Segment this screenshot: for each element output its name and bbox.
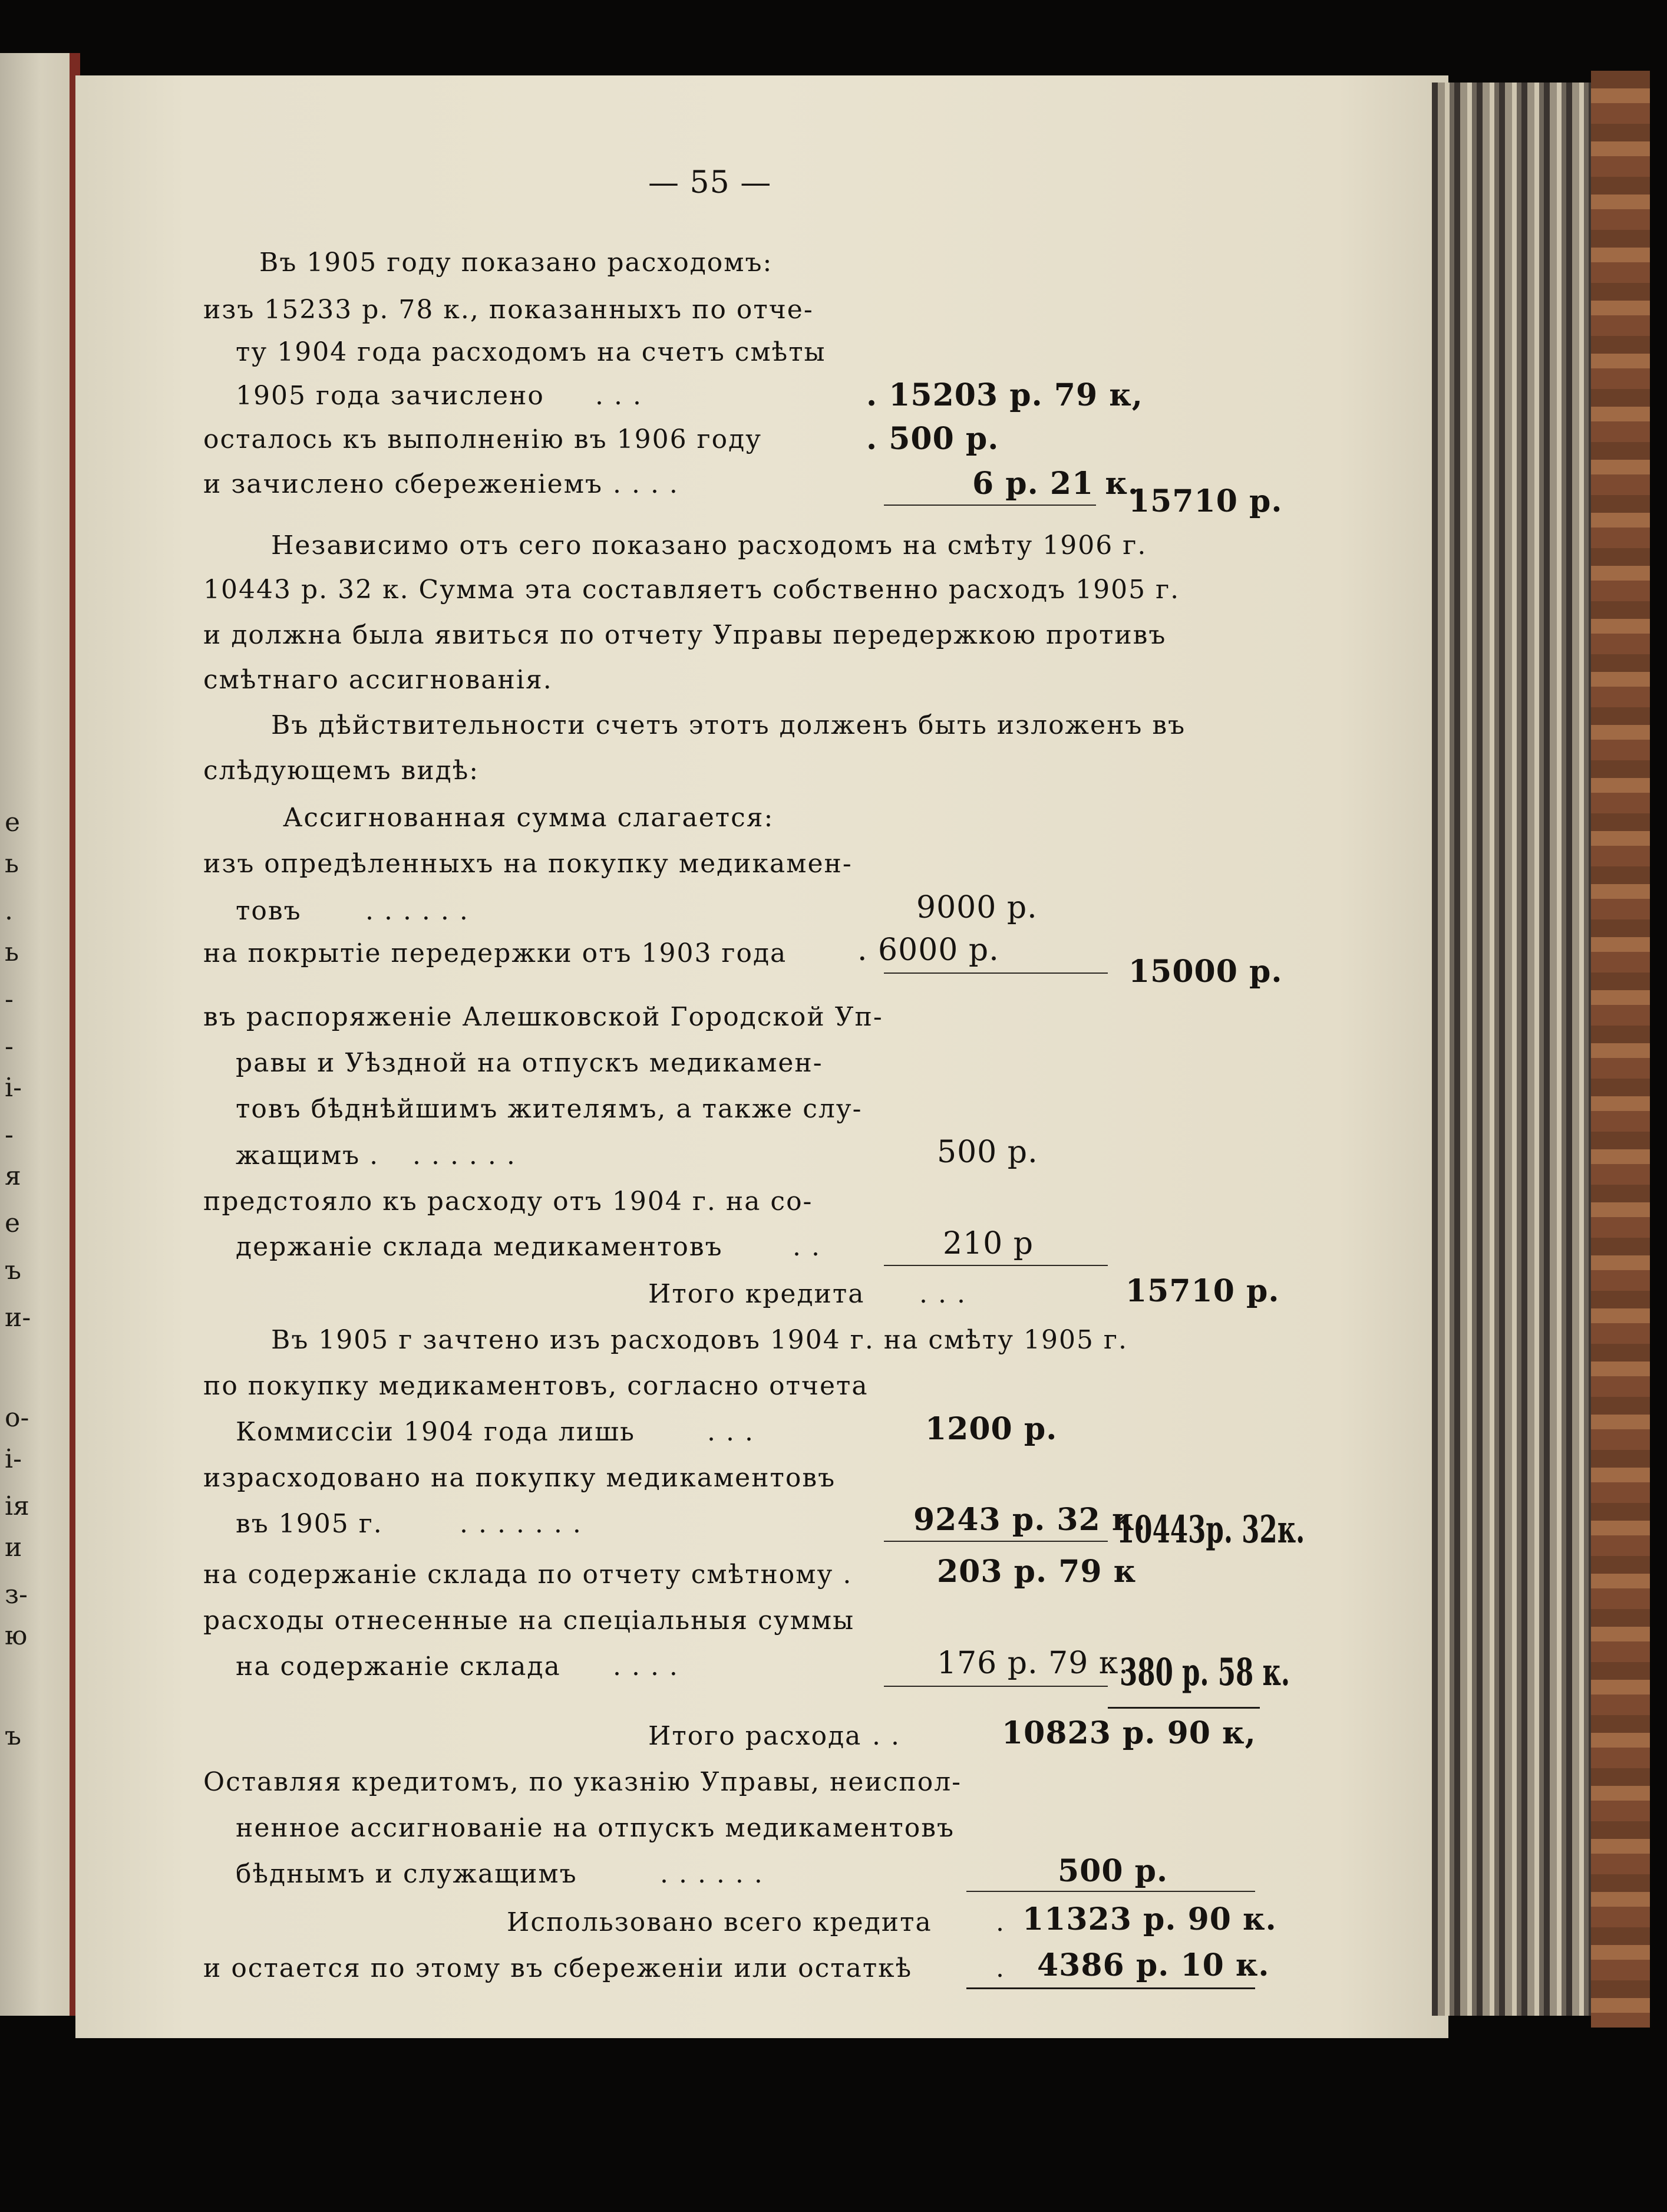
text-line: бѣднымъ и служащимъ [236,1859,577,1889]
text-line: на содержаніе склада [236,1651,561,1682]
amount: . 15203 р. 79 к, [866,377,1143,413]
sum-rule [884,505,1096,506]
text-line: Въ дѣйствительности счетъ этотъ долженъ быть изложенъ въ [271,710,1186,740]
text-line: равы и Уѣздной на отпускъ медикамен- [236,1048,823,1078]
margin-fragment: - [5,984,14,1014]
text-line: изъ 15233 р. 78 к., показанныхъ по отче- [203,295,814,325]
leader-dots: . . . [595,381,642,411]
sum-rule [884,1541,1108,1542]
text-line: на содержаніе склада по отчету смѣтному . [203,1560,853,1590]
leader-dots: . . [793,1232,821,1262]
margin-fragment: . [5,896,13,926]
margin-fragment: і- [5,1073,22,1103]
leader-dots: . [996,1953,1005,1983]
sum-rule [884,973,1108,974]
text-line: и остается по этому въ сбереженіи или остаткѣ [203,1953,913,1983]
text-line: держаніе склада медикаментовъ [236,1232,723,1262]
text-line: расходы отнесенные на спеціальныя суммы [203,1606,855,1636]
subtotal-label: Итого расхода [648,1721,862,1751]
text-line: по покупку медикаментовъ, согласно отчета [203,1371,869,1401]
margin-fragment: е [5,807,21,838]
text-line: Использовано всего кредита [507,1907,932,1937]
margin-fragment: о- [5,1403,29,1433]
leader-dots: . . . . . . [412,1140,516,1171]
total-amount-handwritten: 380 р. 58 к. [1120,1650,1290,1695]
text-line: предстояло къ расходу отъ 1904 г. на со- [203,1186,813,1217]
total-amount: 11323 р. 90 к. [1022,1901,1277,1937]
text-line: товъ [236,896,302,926]
margin-fragment: і- [5,1444,22,1474]
amount: 500 р. [937,1135,1038,1170]
leader-dots: . . . . . . [660,1859,764,1889]
text-line: и зачислено сбереженіемъ [203,469,603,499]
sum-rule [966,1987,1255,1989]
total-amount: 15710 р. [1128,483,1283,519]
text-line: ненное ассигнованіе на отпускъ медикаментовъ [236,1813,955,1843]
leader-dots: . . . [919,1279,966,1309]
sum-rule [966,1891,1255,1892]
amount: 500 р. [1058,1853,1168,1889]
text-line: Ассигнованная сумма слагается: [283,803,774,833]
sum-rule [884,1686,1108,1687]
margin-fragment: я [5,1161,21,1191]
margin-fragment: ъ [5,1721,21,1751]
text-line: въ 1905 г. [236,1509,383,1539]
margin-fragment: ю [5,1621,28,1651]
amount: 203 р. 79 к [937,1554,1137,1590]
margin-fragment: и- [5,1303,31,1333]
margin-fragment: ія [5,1491,29,1521]
text-line: на покрытіе передержки отъ 1903 года [203,938,787,968]
text-line: Независимо отъ сего показано расходомъ на смѣту 1906 г. [271,530,1147,561]
text-line: Въ 1905 г зачтено изъ расходовъ 1904 г. на смѣту 1905 г. [271,1325,1128,1355]
page-number: — 55 — [648,165,772,200]
amount: 176 р. 79 к. [937,1646,1129,1681]
margin-fragment: ъ [5,1255,21,1285]
text-line: жащимъ . [236,1140,379,1171]
text-line: товъ бѣднѣйшимъ жителямъ, а также слу- [236,1094,863,1124]
amount: 9000 р. [916,890,1038,925]
text-line: смѣтнаго ассигнованія. [203,665,553,695]
text-line: въ распоряженіе Алешковской Городской Уп- [203,1002,883,1032]
margin-fragment: - [5,1031,14,1062]
text-line: осталось къ выполненію въ 1906 году [203,424,762,454]
amount: 9243 р. 32 к. [913,1502,1146,1538]
total-amount: 15000 р. [1128,954,1283,990]
leader-dots: . . . . [613,469,679,499]
text-line: 10443 р. 32 к. Сумма эта составляетъ собственно расходъ 1905 г. [203,575,1180,605]
leader-dots: . . . . . . . [460,1509,582,1539]
amount: 210 р [943,1226,1034,1261]
margin-fragment: ь [5,937,19,967]
book-cover-edge [1591,71,1650,2028]
page-stack-edges [1432,83,1615,2016]
leader-dots: . . . . . . [365,896,469,926]
text-line: 1905 года зачислено [236,381,544,411]
margin-fragment: з- [5,1580,28,1610]
text-line: израсходовано на покупку медикаментовъ [203,1463,836,1493]
text-line: слѣдующемъ видѣ: [203,756,480,786]
total-amount-handwritten: 10443р. 32к. [1117,1508,1305,1552]
margin-fragment: - [5,1120,14,1150]
amount: 1200 р. [925,1411,1058,1447]
amount: 6 р. 21 к. [972,466,1139,502]
margin-fragment: ь [5,849,19,879]
text-line: ту 1904 года расходомъ на счетъ смѣты [236,337,826,367]
sum-rule [884,1265,1108,1266]
text-line: и должна была явиться по отчету Управы передержкою противъ [203,620,1167,650]
total-amount: 15710 р. [1125,1273,1280,1309]
text-line: Коммиссіи 1904 года лишь [236,1417,635,1447]
subtotal-label: Итого кредита [648,1279,865,1309]
text-line: Оставляя кредитомъ, по указнію Управы, неиспол- [203,1767,962,1797]
leader-dots: . [996,1907,1005,1937]
total-amount: 10823 р. 90 к, [1002,1715,1256,1751]
sum-rule [1108,1707,1260,1709]
margin-fragment: е [5,1208,21,1238]
margin-fragment: и [5,1532,22,1562]
total-amount: 4386 р. 10 к. [1037,1947,1270,1983]
amount: . 500 р. [866,421,999,457]
leader-dots: . . . . [613,1651,679,1682]
text-line: изъ опредѣленныхъ на покупку медикамен- [203,849,853,879]
text-line: Въ 1905 году показано расходомъ: [259,248,773,278]
leader-dots: . . [872,1721,900,1751]
leader-dots: . . . [707,1417,754,1447]
amount: . 6000 р. [857,932,999,968]
